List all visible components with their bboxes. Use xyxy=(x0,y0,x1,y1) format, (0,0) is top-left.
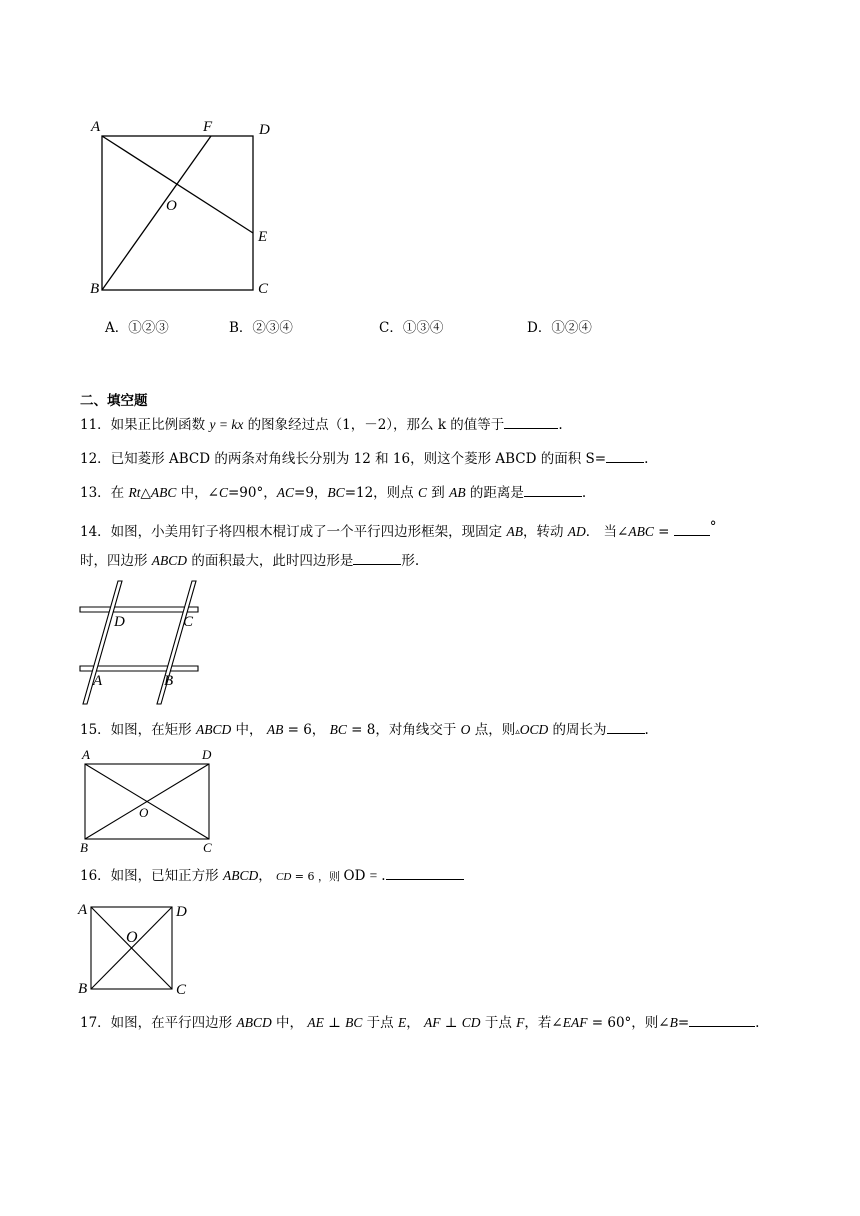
label-c: C xyxy=(203,840,212,855)
question-12: 12．已知菱形 ABCD 的两条对角线长分别为 12 和 16，则这个菱形 ABCD 的面积 S= . xyxy=(80,451,649,467)
segment-bf xyxy=(102,136,211,290)
question-14-line-2: 时，四边形 ABCD 的面积最大，此时四边形是 形. xyxy=(80,553,420,569)
stick-left xyxy=(83,581,122,704)
segment-ae xyxy=(102,136,253,233)
label-d: D xyxy=(202,747,212,762)
question-15: 15．如图，在矩形 ABCD 中， AB = 6， BC = 8，对角线交于 O 点，则▵OCD 的周长为 . xyxy=(80,722,649,738)
label-o: O xyxy=(166,198,177,214)
label-d: D xyxy=(259,122,270,138)
label-f: F xyxy=(203,119,213,135)
label-b: B xyxy=(164,673,174,689)
label-b: B xyxy=(78,981,88,997)
label-a: A xyxy=(78,902,88,918)
answer-blank-16[interactable] xyxy=(386,867,464,880)
label-b: B xyxy=(80,840,88,855)
square-abcd xyxy=(102,136,253,290)
label-c: C xyxy=(176,982,187,998)
question-14-line-1: 14．如图，小美用钉子将四根木棍订成了一个平行四边形框架，现固定 AB，转动 AD． 当∠ABC = ° xyxy=(80,519,717,540)
label-e: E xyxy=(258,229,268,245)
figure-q16-square xyxy=(76,896,201,1000)
question-13: 13．在 Rt△ABC 中，∠C=90°，AC=9，BC=12，则点 C 到 AB 的距离是 . xyxy=(80,485,587,501)
answer-blank-14b[interactable] xyxy=(353,552,401,565)
answer-blank-13[interactable] xyxy=(524,484,582,497)
option-b: B．②③④ xyxy=(229,320,293,336)
question-11: 11．如果正比例函数 y = kx 的图象经过点（1，－2），那么 k 的值等于 . xyxy=(80,417,563,433)
label-d: D xyxy=(176,904,187,920)
label-c: C xyxy=(258,281,269,297)
answer-blank-11[interactable] xyxy=(504,416,558,429)
figure-q14-stick-frame xyxy=(76,578,206,710)
figure-q10-square xyxy=(80,112,290,302)
label-b: B xyxy=(90,281,100,297)
label-c: C xyxy=(183,614,194,630)
stick-top xyxy=(80,607,198,612)
option-d: D．①②④ xyxy=(527,320,592,336)
section-title: 二、填空题 xyxy=(80,393,148,409)
stick-right xyxy=(157,581,196,704)
option-a: A．①②③ xyxy=(105,320,169,336)
label-o: O xyxy=(139,805,149,820)
answer-blank-17[interactable] xyxy=(689,1014,755,1027)
question-17: 17．如图，在平行四边形 ABCD 中， AE ⊥ BC 于点 E， AF ⊥ CD 于点 F，若∠EAF = 60°，则∠B= . xyxy=(80,1015,760,1031)
answer-blank-14a[interactable] xyxy=(674,523,710,536)
question-16: 16．如图，已知正方形 ABCD， CD = 6 ，则 OD = . xyxy=(80,867,464,886)
figure-q15-rectangle xyxy=(76,744,226,856)
label-a: A xyxy=(82,747,90,762)
answer-blank-12[interactable] xyxy=(606,450,644,463)
option-c: C．①③④ xyxy=(379,320,444,336)
label-a: A xyxy=(93,673,103,689)
label-o: O xyxy=(126,929,138,946)
answer-blank-15[interactable] xyxy=(607,721,645,734)
label-a: A xyxy=(91,119,101,135)
label-d: D xyxy=(114,614,125,630)
